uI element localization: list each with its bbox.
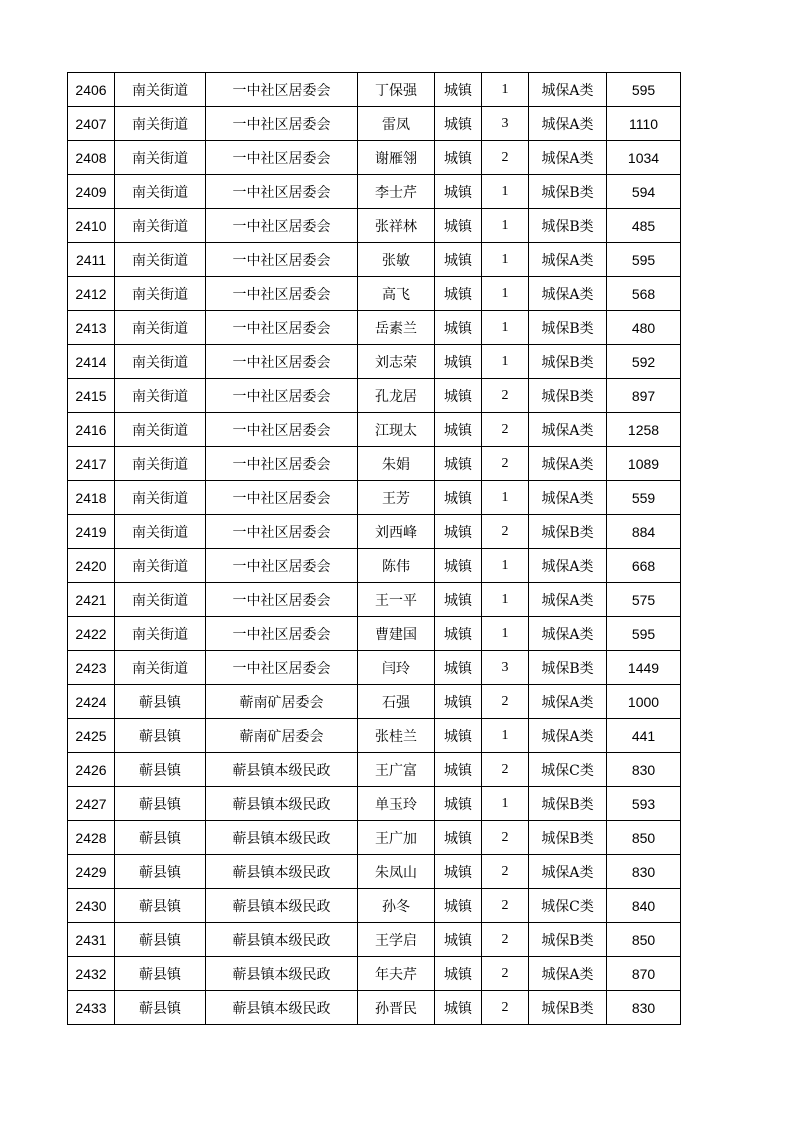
table-row [68, 787, 681, 821]
category-cell: 城保A类 [529, 481, 607, 515]
name-cell: 单玉玲 [358, 787, 435, 821]
serial-number-cell: 2430 [68, 889, 115, 923]
area-type-cell: 城镇 [435, 107, 482, 141]
serial-number-cell: 2418 [68, 481, 115, 515]
household-size-cell: 2 [482, 515, 529, 549]
table-row [68, 107, 681, 141]
serial-number-cell: 2426 [68, 753, 115, 787]
amount-cell: 897 [607, 379, 681, 413]
table-row [68, 923, 681, 957]
serial-number-cell: 2410 [68, 209, 115, 243]
category-cell: 城保A类 [529, 413, 607, 447]
amount-cell: 595 [607, 73, 681, 107]
category-cell: 城保B类 [529, 515, 607, 549]
name-cell: 张桂兰 [358, 719, 435, 753]
name-cell: 陈伟 [358, 549, 435, 583]
area-type-cell: 城镇 [435, 855, 482, 889]
name-cell: 李士芹 [358, 175, 435, 209]
subdistrict-cell: 蕲县镇 [115, 787, 206, 821]
category-cell: 城保A类 [529, 107, 607, 141]
subdistrict-cell: 蕲县镇 [115, 855, 206, 889]
subdistrict-cell: 南关街道 [115, 73, 206, 107]
name-cell: 丁保强 [358, 73, 435, 107]
category-cell: 城保A类 [529, 685, 607, 719]
table-body [68, 73, 681, 1025]
subdistrict-cell: 南关街道 [115, 583, 206, 617]
category-cell: 城保A类 [529, 277, 607, 311]
household-size-cell: 1 [482, 73, 529, 107]
area-type-cell: 城镇 [435, 175, 482, 209]
serial-number-cell: 2427 [68, 787, 115, 821]
household-size-cell: 1 [482, 583, 529, 617]
name-cell: 朱凤山 [358, 855, 435, 889]
area-type-cell: 城镇 [435, 413, 482, 447]
name-cell: 王广富 [358, 753, 435, 787]
serial-number-cell: 2424 [68, 685, 115, 719]
amount-cell: 830 [607, 753, 681, 787]
subdistrict-cell: 南关街道 [115, 549, 206, 583]
name-cell: 岳素兰 [358, 311, 435, 345]
area-type-cell: 城镇 [435, 73, 482, 107]
amount-cell: 840 [607, 889, 681, 923]
serial-number-cell: 2415 [68, 379, 115, 413]
committee-cell: 蕲南矿居委会 [206, 685, 358, 719]
subdistrict-cell: 蕲县镇 [115, 923, 206, 957]
amount-cell: 480 [607, 311, 681, 345]
table-row [68, 209, 681, 243]
table-row [68, 991, 681, 1025]
subdistrict-cell: 南关街道 [115, 447, 206, 481]
area-type-cell: 城镇 [435, 209, 482, 243]
committee-cell: 一中社区居委会 [206, 515, 358, 549]
area-type-cell: 城镇 [435, 719, 482, 753]
category-cell: 城保A类 [529, 141, 607, 175]
amount-cell: 441 [607, 719, 681, 753]
table-row [68, 889, 681, 923]
name-cell: 江现太 [358, 413, 435, 447]
table-row [68, 141, 681, 175]
name-cell: 王学启 [358, 923, 435, 957]
area-type-cell: 城镇 [435, 447, 482, 481]
table-row [68, 549, 681, 583]
serial-number-cell: 2408 [68, 141, 115, 175]
table-row [68, 957, 681, 991]
subdistrict-cell: 南关街道 [115, 481, 206, 515]
name-cell: 王芳 [358, 481, 435, 515]
subdistrict-cell: 蕲县镇 [115, 957, 206, 991]
committee-cell: 一中社区居委会 [206, 413, 358, 447]
amount-cell: 850 [607, 923, 681, 957]
category-cell: 城保B类 [529, 345, 607, 379]
table-row [68, 175, 681, 209]
household-size-cell: 1 [482, 549, 529, 583]
table-row [68, 413, 681, 447]
amount-cell: 595 [607, 243, 681, 277]
name-cell: 曹建国 [358, 617, 435, 651]
household-size-cell: 1 [482, 787, 529, 821]
serial-number-cell: 2432 [68, 957, 115, 991]
table-row [68, 753, 681, 787]
serial-number-cell: 2406 [68, 73, 115, 107]
category-cell: 城保A类 [529, 73, 607, 107]
name-cell: 孙晋民 [358, 991, 435, 1025]
serial-number-cell: 2428 [68, 821, 115, 855]
household-size-cell: 2 [482, 141, 529, 175]
serial-number-cell: 2419 [68, 515, 115, 549]
amount-cell: 884 [607, 515, 681, 549]
subdistrict-cell: 南关街道 [115, 515, 206, 549]
subdistrict-cell: 南关街道 [115, 651, 206, 685]
category-cell: 城保C类 [529, 753, 607, 787]
table-row [68, 855, 681, 889]
area-type-cell: 城镇 [435, 379, 482, 413]
amount-cell: 594 [607, 175, 681, 209]
area-type-cell: 城镇 [435, 515, 482, 549]
serial-number-cell: 2433 [68, 991, 115, 1025]
committee-cell: 一中社区居委会 [206, 549, 358, 583]
subdistrict-cell: 南关街道 [115, 277, 206, 311]
subdistrict-cell: 南关街道 [115, 243, 206, 277]
name-cell: 王一平 [358, 583, 435, 617]
subdistrict-cell: 南关街道 [115, 617, 206, 651]
category-cell: 城保B类 [529, 209, 607, 243]
committee-cell: 一中社区居委会 [206, 209, 358, 243]
household-size-cell: 1 [482, 617, 529, 651]
committee-cell: 蕲县镇本级民政 [206, 753, 358, 787]
area-type-cell: 城镇 [435, 141, 482, 175]
area-type-cell: 城镇 [435, 923, 482, 957]
name-cell: 孙冬 [358, 889, 435, 923]
household-size-cell: 1 [482, 311, 529, 345]
household-size-cell: 2 [482, 991, 529, 1025]
household-size-cell: 3 [482, 651, 529, 685]
amount-cell: 1449 [607, 651, 681, 685]
household-size-cell: 2 [482, 923, 529, 957]
committee-cell: 蕲县镇本级民政 [206, 855, 358, 889]
area-type-cell: 城镇 [435, 753, 482, 787]
name-cell: 朱娟 [358, 447, 435, 481]
amount-cell: 575 [607, 583, 681, 617]
category-cell: 城保A类 [529, 617, 607, 651]
table-row [68, 243, 681, 277]
table-row [68, 345, 681, 379]
amount-cell: 830 [607, 991, 681, 1025]
committee-cell: 蕲县镇本级民政 [206, 787, 358, 821]
category-cell: 城保B类 [529, 923, 607, 957]
committee-cell: 一中社区居委会 [206, 311, 358, 345]
relief-roster-table [67, 72, 681, 1025]
amount-cell: 593 [607, 787, 681, 821]
category-cell: 城保B类 [529, 379, 607, 413]
name-cell: 张祥林 [358, 209, 435, 243]
committee-cell: 一中社区居委会 [206, 481, 358, 515]
area-type-cell: 城镇 [435, 277, 482, 311]
committee-cell: 一中社区居委会 [206, 651, 358, 685]
subdistrict-cell: 南关街道 [115, 209, 206, 243]
table-row [68, 379, 681, 413]
household-size-cell: 2 [482, 379, 529, 413]
area-type-cell: 城镇 [435, 991, 482, 1025]
table-row [68, 277, 681, 311]
area-type-cell: 城镇 [435, 957, 482, 991]
amount-cell: 485 [607, 209, 681, 243]
subdistrict-cell: 南关街道 [115, 141, 206, 175]
serial-number-cell: 2411 [68, 243, 115, 277]
category-cell: 城保A类 [529, 957, 607, 991]
name-cell: 雷凤 [358, 107, 435, 141]
household-size-cell: 2 [482, 413, 529, 447]
committee-cell: 一中社区居委会 [206, 175, 358, 209]
area-type-cell: 城镇 [435, 617, 482, 651]
subdistrict-cell: 蕲县镇 [115, 719, 206, 753]
household-size-cell: 2 [482, 753, 529, 787]
table-row [68, 651, 681, 685]
committee-cell: 蕲县镇本级民政 [206, 991, 358, 1025]
serial-number-cell: 2417 [68, 447, 115, 481]
amount-cell: 1110 [607, 107, 681, 141]
table-row [68, 515, 681, 549]
serial-number-cell: 2413 [68, 311, 115, 345]
subdistrict-cell: 蕲县镇 [115, 685, 206, 719]
serial-number-cell: 2421 [68, 583, 115, 617]
household-size-cell: 2 [482, 447, 529, 481]
serial-number-cell: 2416 [68, 413, 115, 447]
household-size-cell: 1 [482, 175, 529, 209]
serial-number-cell: 2423 [68, 651, 115, 685]
committee-cell: 蕲县镇本级民政 [206, 923, 358, 957]
category-cell: 城保B类 [529, 311, 607, 345]
amount-cell: 1089 [607, 447, 681, 481]
area-type-cell: 城镇 [435, 889, 482, 923]
table-row [68, 821, 681, 855]
table-row [68, 481, 681, 515]
amount-cell: 830 [607, 855, 681, 889]
category-cell: 城保B类 [529, 651, 607, 685]
name-cell: 谢雁翎 [358, 141, 435, 175]
amount-cell: 668 [607, 549, 681, 583]
committee-cell: 一中社区居委会 [206, 447, 358, 481]
amount-cell: 1258 [607, 413, 681, 447]
category-cell: 城保A类 [529, 549, 607, 583]
committee-cell: 蕲南矿居委会 [206, 719, 358, 753]
committee-cell: 一中社区居委会 [206, 73, 358, 107]
committee-cell: 一中社区居委会 [206, 379, 358, 413]
subdistrict-cell: 南关街道 [115, 311, 206, 345]
serial-number-cell: 2431 [68, 923, 115, 957]
subdistrict-cell: 蕲县镇 [115, 753, 206, 787]
category-cell: 城保C类 [529, 889, 607, 923]
table-row [68, 583, 681, 617]
serial-number-cell: 2412 [68, 277, 115, 311]
category-cell: 城保B类 [529, 175, 607, 209]
area-type-cell: 城镇 [435, 481, 482, 515]
name-cell: 刘志荣 [358, 345, 435, 379]
household-size-cell: 2 [482, 821, 529, 855]
committee-cell: 一中社区居委会 [206, 243, 358, 277]
subdistrict-cell: 蕲县镇 [115, 991, 206, 1025]
area-type-cell: 城镇 [435, 345, 482, 379]
serial-number-cell: 2407 [68, 107, 115, 141]
amount-cell: 595 [607, 617, 681, 651]
committee-cell: 一中社区居委会 [206, 617, 358, 651]
category-cell: 城保A类 [529, 447, 607, 481]
subdistrict-cell: 蕲县镇 [115, 821, 206, 855]
committee-cell: 一中社区居委会 [206, 107, 358, 141]
committee-cell: 蕲县镇本级民政 [206, 821, 358, 855]
category-cell: 城保A类 [529, 243, 607, 277]
committee-cell: 一中社区居委会 [206, 141, 358, 175]
household-size-cell: 2 [482, 957, 529, 991]
category-cell: 城保B类 [529, 787, 607, 821]
category-cell: 城保A类 [529, 583, 607, 617]
table-row [68, 73, 681, 107]
name-cell: 王广加 [358, 821, 435, 855]
area-type-cell: 城镇 [435, 243, 482, 277]
subdistrict-cell: 南关街道 [115, 379, 206, 413]
category-cell: 城保A类 [529, 719, 607, 753]
amount-cell: 870 [607, 957, 681, 991]
subdistrict-cell: 南关街道 [115, 175, 206, 209]
subdistrict-cell: 南关街道 [115, 413, 206, 447]
name-cell: 张敏 [358, 243, 435, 277]
area-type-cell: 城镇 [435, 787, 482, 821]
table-row [68, 311, 681, 345]
amount-cell: 592 [607, 345, 681, 379]
serial-number-cell: 2420 [68, 549, 115, 583]
table-row [68, 719, 681, 753]
committee-cell: 蕲县镇本级民政 [206, 889, 358, 923]
household-size-cell: 2 [482, 889, 529, 923]
household-size-cell: 1 [482, 481, 529, 515]
category-cell: 城保A类 [529, 855, 607, 889]
subdistrict-cell: 南关街道 [115, 107, 206, 141]
amount-cell: 850 [607, 821, 681, 855]
serial-number-cell: 2409 [68, 175, 115, 209]
serial-number-cell: 2422 [68, 617, 115, 651]
amount-cell: 1034 [607, 141, 681, 175]
category-cell: 城保B类 [529, 991, 607, 1025]
area-type-cell: 城镇 [435, 651, 482, 685]
name-cell: 高飞 [358, 277, 435, 311]
household-size-cell: 1 [482, 243, 529, 277]
household-size-cell: 1 [482, 719, 529, 753]
committee-cell: 一中社区居委会 [206, 277, 358, 311]
area-type-cell: 城镇 [435, 311, 482, 345]
subdistrict-cell: 蕲县镇 [115, 889, 206, 923]
committee-cell: 蕲县镇本级民政 [206, 957, 358, 991]
name-cell: 闫玲 [358, 651, 435, 685]
household-size-cell: 2 [482, 855, 529, 889]
name-cell: 孔龙居 [358, 379, 435, 413]
table-row [68, 447, 681, 481]
table-row [68, 617, 681, 651]
household-size-cell: 2 [482, 685, 529, 719]
serial-number-cell: 2414 [68, 345, 115, 379]
serial-number-cell: 2425 [68, 719, 115, 753]
subdistrict-cell: 南关街道 [115, 345, 206, 379]
household-size-cell: 1 [482, 345, 529, 379]
household-size-cell: 1 [482, 209, 529, 243]
committee-cell: 一中社区居委会 [206, 583, 358, 617]
household-size-cell: 3 [482, 107, 529, 141]
area-type-cell: 城镇 [435, 685, 482, 719]
area-type-cell: 城镇 [435, 583, 482, 617]
amount-cell: 559 [607, 481, 681, 515]
serial-number-cell: 2429 [68, 855, 115, 889]
area-type-cell: 城镇 [435, 821, 482, 855]
name-cell: 石强 [358, 685, 435, 719]
category-cell: 城保B类 [529, 821, 607, 855]
amount-cell: 1000 [607, 685, 681, 719]
name-cell: 年夫芹 [358, 957, 435, 991]
amount-cell: 568 [607, 277, 681, 311]
household-size-cell: 1 [482, 277, 529, 311]
name-cell: 刘西峰 [358, 515, 435, 549]
area-type-cell: 城镇 [435, 549, 482, 583]
table-row [68, 685, 681, 719]
committee-cell: 一中社区居委会 [206, 345, 358, 379]
